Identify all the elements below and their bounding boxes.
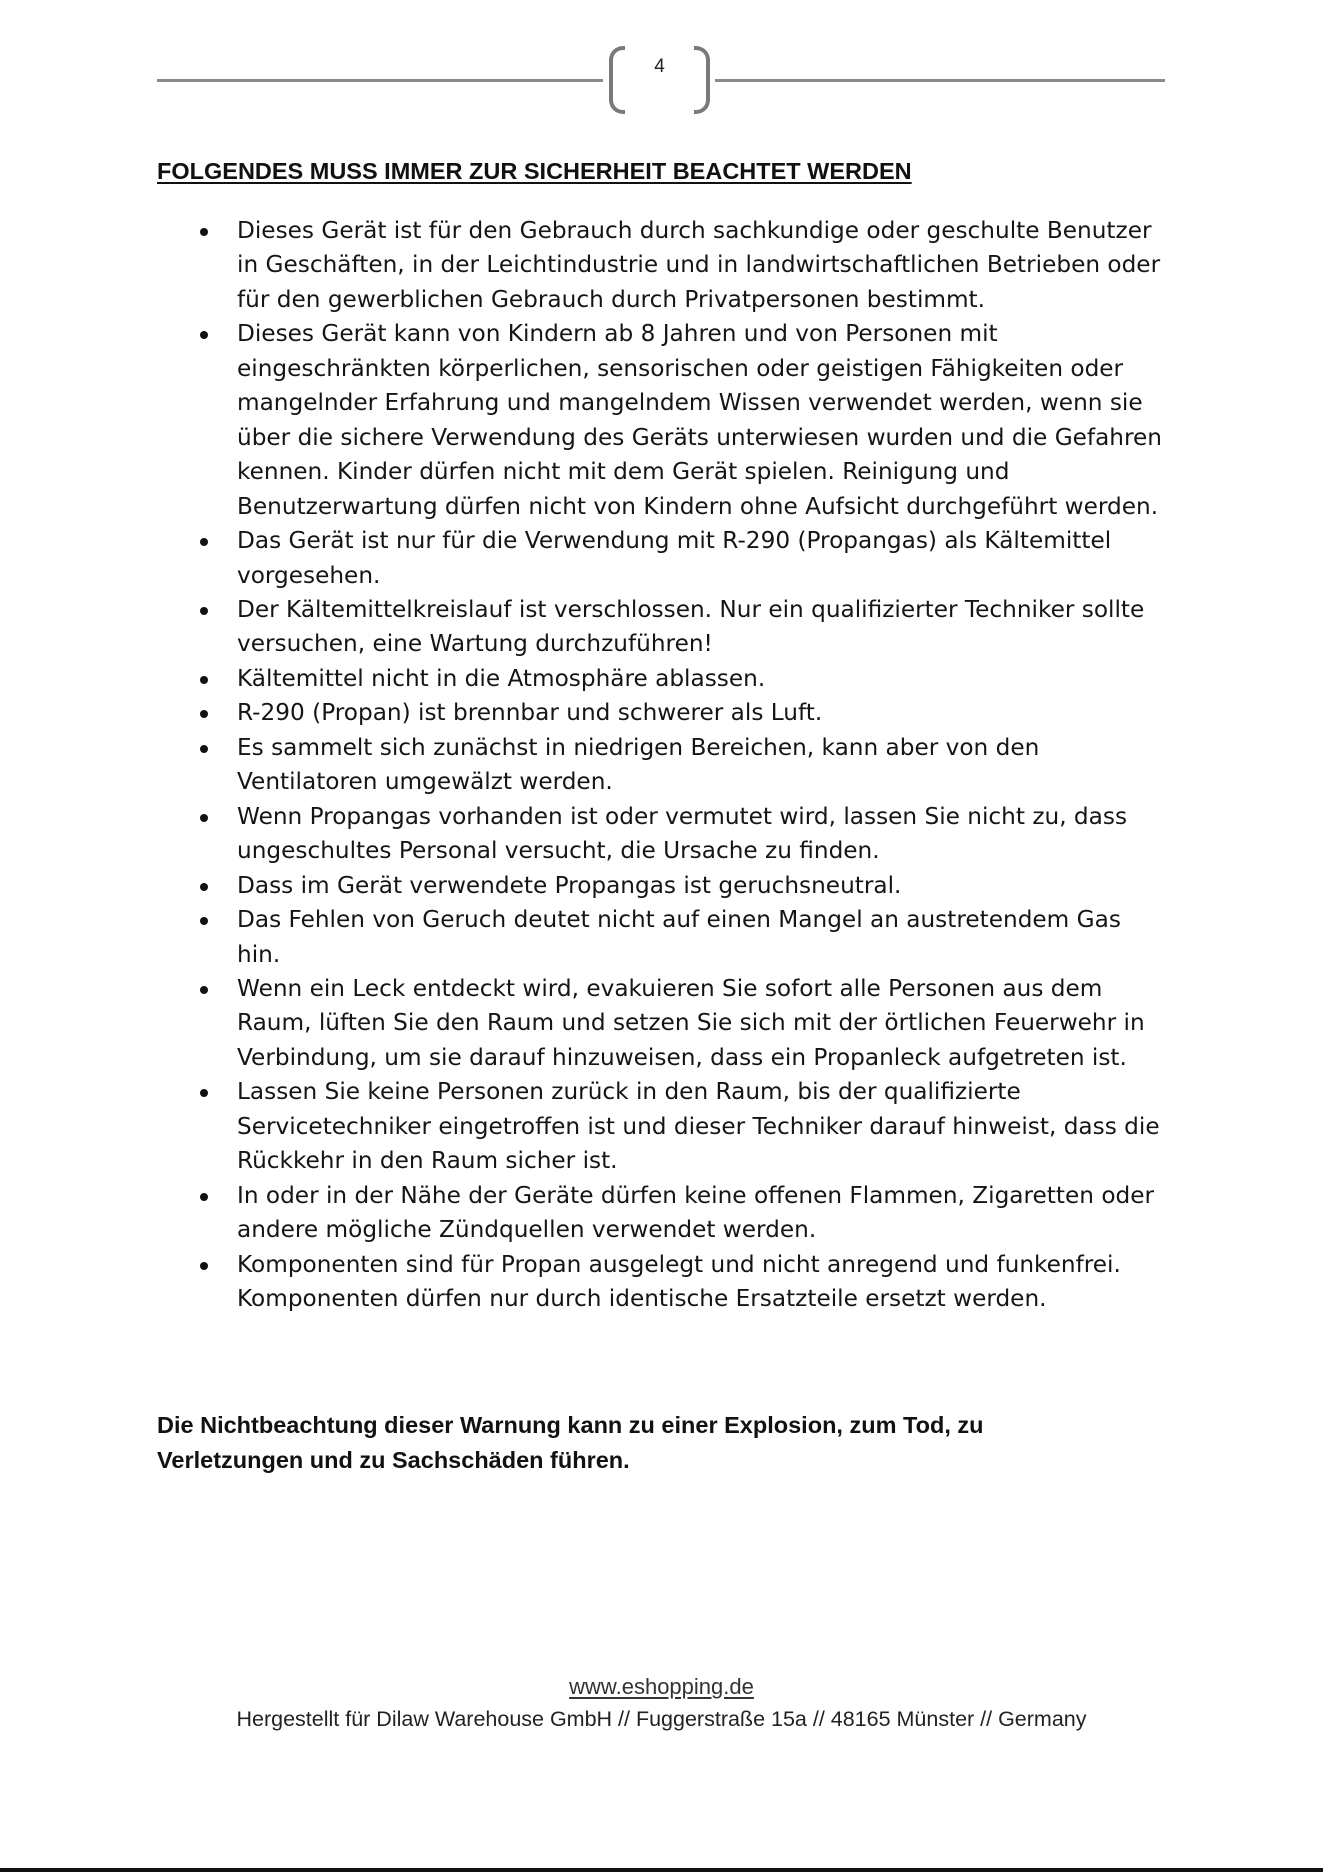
safety-list-item bbox=[157, 1075, 1167, 1178]
safety-list-item-text: Es sammelt sich zunächst in niedrigen Bereichen, kann aber von den Ventilatoren umgewälzt werden. bbox=[237, 733, 1040, 796]
manufacturer-address: Hergestellt für Dilaw Warehouse GmbH // Fuggerstraße 15a // 48165 Münster // Germany bbox=[236, 1707, 1087, 1731]
safety-list-item-text: Kältemittel nicht in die Atmosphäre ablassen. bbox=[237, 664, 766, 692]
safety-list-item bbox=[157, 1179, 1167, 1248]
safety-list-item-text: Komponenten sind für Propan ausgelegt und nicht anregend und funkenfrei. Komponenten dürfen nur durch identische Ersatzteile ersetzt werden. bbox=[237, 1250, 1121, 1313]
safety-list-item bbox=[157, 317, 1167, 524]
safety-list-item-text: Wenn Propangas vorhanden ist oder vermutet wird, lassen Sie nicht zu, dass ungeschultes Personal versucht, die Ursache zu finden. bbox=[237, 802, 1128, 865]
bullet-icon bbox=[200, 676, 208, 684]
safety-list-item bbox=[157, 972, 1167, 1075]
page-number: 4 bbox=[654, 56, 665, 77]
bullet-icon bbox=[200, 228, 208, 236]
bullet-icon bbox=[200, 607, 208, 615]
bullet-icon bbox=[200, 538, 208, 546]
safety-list-item-text: Wenn ein Leck entdeckt wird, evakuieren Sie sofort alle Personen aus dem Raum, lüften Sie den Raum und setzen Sie sich mit der örtlichen Feuerwehr in Verbindung, um sie darauf hinzuweisen, dass ein Propanleck aufgetreten ist. bbox=[237, 974, 1145, 1071]
safety-list-item-text: Das Fehlen von Geruch deutet nicht auf einen Mangel an austretendem Gas hin. bbox=[237, 906, 1121, 968]
bullet-icon bbox=[200, 745, 208, 753]
header-rule-right bbox=[715, 79, 1165, 82]
safety-list-item bbox=[157, 593, 1167, 662]
safety-list-item-text: Lassen Sie keine Personen zurück in den Raum, bis der qualifizierte Servicetechniker eingetroffen ist und dieser Techniker darauf hinweist, dass die Rückkehr in den Raum sicher ist. bbox=[237, 1078, 1160, 1175]
bullet-icon bbox=[200, 814, 208, 822]
safety-list-item bbox=[157, 731, 1167, 800]
bullet-icon bbox=[200, 331, 208, 339]
safety-list-item bbox=[157, 662, 1167, 696]
page-footer bbox=[0, 1672, 1323, 1736]
website-link[interactable]: www.eshopping.de bbox=[569, 1674, 754, 1699]
safety-list-item bbox=[157, 1248, 1167, 1317]
page-header bbox=[0, 0, 1323, 130]
safety-list-item-text: Der Kältemittelkreislauf ist verschlossen. Nur ein qualifizierter Techniker sollte versuchen, eine Wartung durchzuführen! bbox=[237, 595, 1145, 658]
safety-list-item-text: Das Gerät ist nur für die Verwendung mit R-290 (Propangas) als Kältemittel vorgesehen. bbox=[237, 527, 1112, 589]
section-heading: FOLGENDES MUSS IMMER ZUR SICHERHEIT BEACHTET WERDEN bbox=[157, 158, 912, 184]
bullet-icon bbox=[200, 986, 208, 994]
safety-list-item bbox=[157, 800, 1167, 869]
bullet-icon bbox=[200, 1193, 208, 1201]
page-number-bracket-left bbox=[609, 46, 625, 114]
safety-bullet-list bbox=[157, 214, 1167, 1317]
bullet-icon bbox=[200, 883, 208, 891]
safety-list-item-text: In oder in der Nähe der Geräte dürfen keine offenen Flammen, Zigaretten oder andere mögliche Zündquellen verwendet werden. bbox=[237, 1181, 1155, 1244]
header-rule-left bbox=[157, 79, 603, 82]
safety-list-item-text: Dieses Gerät ist für den Gebrauch durch sachkundige oder geschulte Benutzer in Geschäften, in der Leichtindustrie und in landwirtschaftlichen Betrieben oder für den gewerblichen Gebrauch durch Privatpersonen bestimmt. bbox=[237, 217, 1161, 313]
bullet-icon bbox=[200, 710, 208, 718]
safety-list-item-text: Dass im Gerät verwendete Propangas ist geruchsneutral. bbox=[237, 871, 902, 899]
safety-list-item bbox=[157, 869, 1167, 903]
safety-list-item bbox=[157, 524, 1167, 593]
safety-list-item-text: Dieses Gerät kann von Kindern ab 8 Jahren und von Personen mit eingeschränkten körperlichen, sensorischen oder geistigen Fähigkeiten oder mangelnder Erfahrung und mangelndem Wissen verwendet werden, wenn sie über die sichere Verwendung des Geräts unterwiesen wurden und die Gefahren kennen. Kinder dürfen nicht mit dem Gerät spielen. Reinigung und Benutzerwartung dürfen nicht von Kindern ohne Aufsicht durchgeführt werden. bbox=[237, 320, 1162, 520]
safety-list-item bbox=[157, 696, 1167, 730]
safety-list-item bbox=[157, 214, 1167, 317]
bullet-icon bbox=[200, 1089, 208, 1097]
page-number-bracket-right bbox=[694, 46, 710, 114]
safety-list-item-text: R-290 (Propan) ist brennbar und schwerer als Luft. bbox=[237, 699, 823, 727]
bullet-icon bbox=[200, 1262, 208, 1270]
warning-note: Die Nichtbeachtung dieser Warnung kann zu einer Explosion, zum Tod, zu Verletzungen und zu Sachschäden führen. bbox=[157, 1412, 984, 1473]
bullet-icon bbox=[200, 917, 208, 925]
bottom-border bbox=[0, 1868, 1323, 1872]
safety-list-item bbox=[157, 903, 1167, 972]
